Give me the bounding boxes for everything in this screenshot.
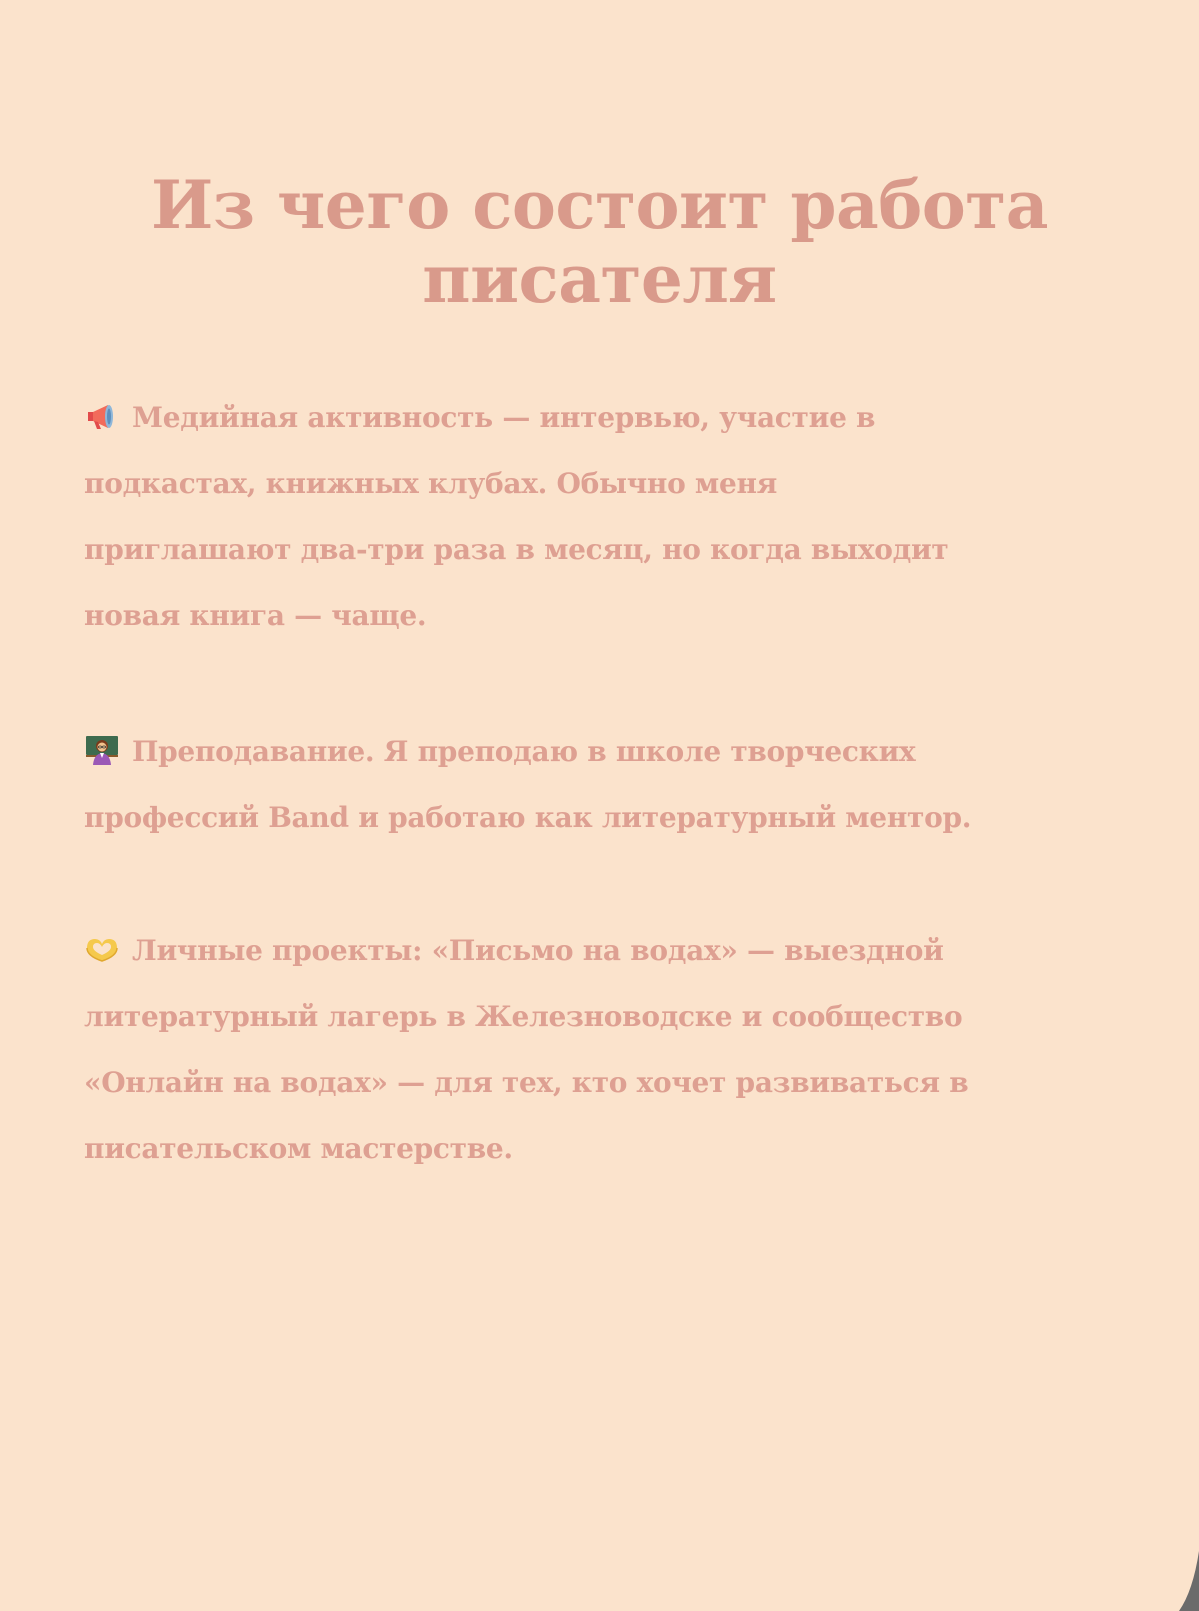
megaphone-icon	[84, 401, 120, 431]
title-line-1: Из чего состоит работа	[151, 166, 1048, 244]
text-line-content: Медийная активность — интервью, участие в	[132, 401, 876, 434]
text-line: новая книга — чаще.	[84, 599, 427, 632]
page-curl-decoration	[1179, 1551, 1199, 1611]
text-line-content: Личные проекты: «Письмо на водах» — выездной	[132, 934, 944, 967]
teaching-paragraph	[84, 719, 1124, 851]
text-line: «Онлайн на водах» — для тех, кто хочет развиваться в	[84, 1066, 969, 1099]
text-line-content: Преподавание. Я преподаю в школе творческих	[132, 735, 916, 768]
teacher-icon	[84, 735, 120, 765]
media-activity-paragraph	[84, 385, 1124, 649]
text-line	[84, 918, 1124, 984]
title-line-2: писателя	[422, 240, 777, 318]
text-line: приглашают два-три раза в месяц, но когда выходит	[84, 533, 949, 566]
text-line	[84, 719, 1124, 785]
text-line: литературный лагерь в Железноводске и сообщество	[84, 1000, 963, 1033]
heart-hands-icon	[84, 934, 120, 964]
text-line: писательском мастерстве.	[84, 1132, 513, 1165]
text-line	[84, 385, 1124, 451]
page-title	[0, 168, 1199, 316]
text-line: подкастах, книжных клубах. Обычно меня	[84, 467, 778, 500]
text-line: профессий Band и работаю как литературный ментор.	[84, 801, 972, 834]
personal-projects-paragraph	[84, 918, 1124, 1182]
